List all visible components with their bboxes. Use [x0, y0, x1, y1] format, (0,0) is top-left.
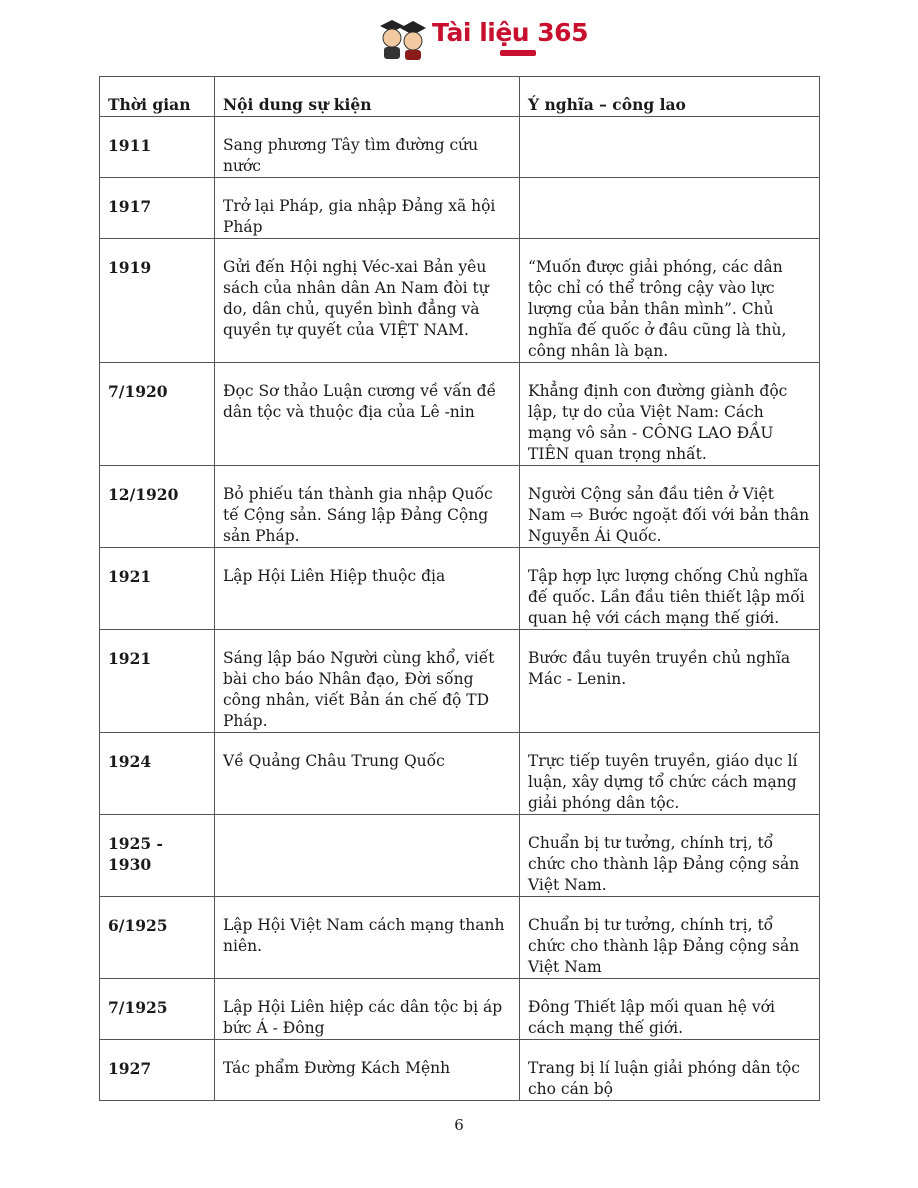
event-cell: Tác phẩm Đường Kách Mệnh: [215, 1040, 520, 1101]
header-time: Thời gian: [100, 77, 215, 117]
table-header-row: [100, 77, 820, 117]
table-row: [100, 178, 820, 239]
year-cell: 7/1925: [100, 979, 215, 1040]
table-row: [100, 548, 820, 630]
event-cell: Sang phương Tây tìm đường cứu nước: [215, 117, 520, 178]
event-cell: Trở lại Pháp, gia nhập Đảng xã hội Pháp: [215, 178, 520, 239]
table-row: [100, 466, 820, 548]
header-event: Nội dung sự kiện: [215, 77, 520, 117]
table-row: [100, 815, 820, 897]
meaning-cell: Trang bị lí luận giải phóng dân tộc cho cán bộ: [520, 1040, 820, 1101]
logo-underline: [500, 50, 536, 56]
table-row: [100, 117, 820, 178]
year-cell: 1924: [100, 733, 215, 815]
table-row: [100, 239, 820, 363]
year-cell: 7/1920: [100, 363, 215, 466]
event-cell: Lập Hội Việt Nam cách mạng thanh niên.: [215, 897, 520, 979]
year-cell: 1917: [100, 178, 215, 239]
meaning-cell: Người Cộng sản đầu tiên ở Việt Nam ⇨ Bước ngoặt đối với bản thân Nguyễn Ái Quốc.: [520, 466, 820, 548]
year-cell: 1921: [100, 548, 215, 630]
two-students-graduation-cap-icon: [378, 16, 428, 60]
meaning-cell: Đông Thiết lập mối quan hệ với cách mạng thế giới.: [520, 979, 820, 1040]
page-number: 6: [454, 1116, 464, 1134]
meaning-cell: Chuẩn bị tư tưởng, chính trị, tổ chức cho thành lập Đảng cộng sản Việt Nam: [520, 897, 820, 979]
meaning-cell: Trực tiếp tuyên truyền, giáo dục lí luận, xây dựng tổ chức cách mạng giải phóng dân tộc.: [520, 733, 820, 815]
event-cell: Lập Hội Liên hiệp các dân tộc bị áp bức Á - Đông: [215, 979, 520, 1040]
event-cell: Về Quảng Châu Trung Quốc: [215, 733, 520, 815]
table-row: [100, 630, 820, 733]
year-cell: 12/1920: [100, 466, 215, 548]
year-cell: 1911: [100, 117, 215, 178]
table-row: [100, 979, 820, 1040]
event-cell: Sáng lập báo Người cùng khổ, viết bài cho báo Nhân đạo, Đời sống công nhân, viết Bản án chế độ TD Pháp.: [215, 630, 520, 733]
event-cell: [215, 815, 520, 897]
event-cell: Gửi đến Hội nghị Véc-xai Bản yêu sách của nhân dân An Nam đòi tự do, dân chủ, quyền bình đẳng và quyền tự quyết của VIỆT NAM.: [215, 239, 520, 363]
meaning-cell: Tập hợp lực lượng chống Chủ nghĩa đế quốc. Lần đầu tiên thiết lập mối quan hệ với cách mạng thế giới.: [520, 548, 820, 630]
year-cell: 1925 - 1930: [100, 815, 215, 897]
meaning-cell: [520, 178, 820, 239]
table-row: [100, 733, 820, 815]
header-meaning: Ý nghĩa – công lao: [520, 77, 820, 117]
meaning-cell: Khẳng định con đường giành độc lập, tự do của Việt Nam: Cách mạng vô sản - CÔNG LAO ĐẦU TIÊN quan trọng nhất.: [520, 363, 820, 466]
meaning-cell: Bước đầu tuyên truyền chủ nghĩa Mác - Lenin.: [520, 630, 820, 733]
history-timeline-table: [99, 76, 820, 1101]
year-cell: 1921: [100, 630, 215, 733]
year-cell: 6/1925: [100, 897, 215, 979]
table-row: [100, 363, 820, 466]
table-row: [100, 897, 820, 979]
meaning-cell: [520, 117, 820, 178]
logo-text: Tài liệu 365: [432, 18, 588, 47]
meaning-cell: Chuẩn bị tư tưởng, chính trị, tổ chức cho thành lập Đảng cộng sản Việt Nam.: [520, 815, 820, 897]
year-cell: 1919: [100, 239, 215, 363]
meaning-cell: “Muốn được giải phóng, các dân tộc chỉ có thể trông cậy vào lực lượng của bản thân mình”. Chủ nghĩa đế quốc ở đâu cũng là thù, công nhân là bạn.: [520, 239, 820, 363]
event-cell: Đọc Sơ thảo Luận cương về vấn đề dân tộc và thuộc địa của Lê -nin: [215, 363, 520, 466]
site-logo: [378, 16, 588, 60]
year-cell: 1927: [100, 1040, 215, 1101]
event-cell: Bỏ phiếu tán thành gia nhập Quốc tế Cộng sản. Sáng lập Đảng Cộng sản Pháp.: [215, 466, 520, 548]
table-row: [100, 1040, 820, 1101]
event-cell: Lập Hội Liên Hiệp thuộc địa: [215, 548, 520, 630]
